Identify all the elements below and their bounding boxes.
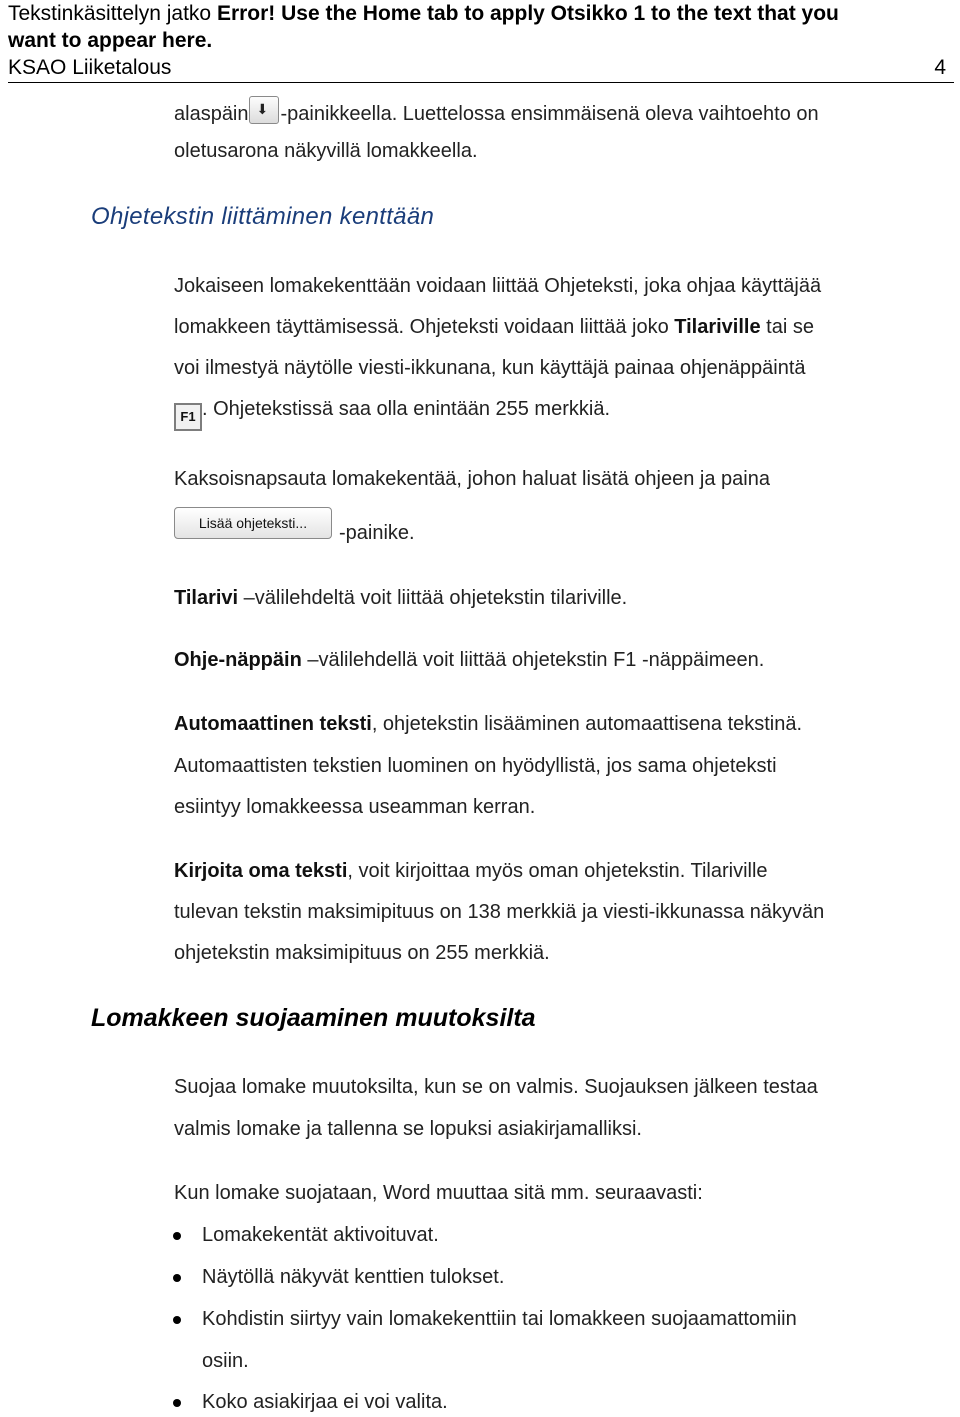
tilarivi-bold: Tilarivi xyxy=(174,587,239,609)
intro-line-1 xyxy=(174,96,819,127)
ohje-line xyxy=(174,647,764,673)
tilariville-bold: Tilariville xyxy=(674,316,761,338)
f1-key-icon: F1 xyxy=(174,403,202,431)
section-heading-ohjeteksti: Ohjetekstin liittäminen kenttään xyxy=(91,203,435,230)
s1-p1-line-2 xyxy=(174,314,814,340)
ohje-nappain-bold: Ohje-näppäin xyxy=(174,649,302,671)
s1-p1-line-1: Jokaiseen lomakekenttään voidaan liittää Ohjeteksti, joka ohjaa käyttäjää xyxy=(174,275,822,297)
bullet-dot xyxy=(173,1232,181,1240)
list-item: Lomakekentät aktivoituvat. xyxy=(202,1224,439,1246)
header-line-3 xyxy=(8,54,946,81)
list-item: Kohdistin siirtyy vain lomakekenttiin tai lomakkeen suojaamattomiin xyxy=(202,1308,797,1330)
add-help-text-button[interactable]: Lisää ohjeteksti... xyxy=(174,507,332,539)
ohje-text: –välilehdellä voit liittää ohjetekstin F1 -näppäimeen. xyxy=(301,649,765,671)
kirjoita-bold: Kirjoita oma teksti xyxy=(174,860,348,882)
kirjoita-line-2: tulevan tekstin maksimipituus on 138 merkkiä ja viesti-ikkunassa näkyvän xyxy=(174,901,825,923)
auto-line-2: Automaattisten tekstien luominen on hyödyllistä, jos sama ohjeteksti xyxy=(174,755,777,777)
auto-line-1 xyxy=(174,711,802,737)
bullet-dot xyxy=(173,1316,181,1324)
header-divider xyxy=(8,82,954,83)
s1-p1-text-b: tai se xyxy=(760,316,814,338)
kirjoita-line-3: ohjetekstin maksimipituus on 255 merkkiä. xyxy=(174,942,550,964)
tilarivi-text: –välilehdeltä voit liittää ohjetekstin tilariville. xyxy=(238,587,628,609)
arrow-down-icon: ⬇ xyxy=(249,96,279,124)
list-item: Näytöllä näkyvät kenttien tulokset. xyxy=(202,1266,505,1288)
auto-line-3: esiintyy lomakkeessa useamman kerran. xyxy=(174,796,536,818)
header-error-text: Error! Use the Home tab to apply Otsikko 1 to the text that you xyxy=(216,2,839,25)
intro-line-2: oletusarona näkyvillä lomakkeella. xyxy=(174,140,478,162)
kirjoita-text: , voit kirjoittaa myös oman ohjetekstin. Tilariville xyxy=(347,860,768,882)
section-heading-suojaaminen: Lomakkeen suojaaminen muutoksilta xyxy=(91,1004,536,1032)
list-item: Koko asiakirjaa ei voi valita. xyxy=(202,1391,448,1413)
s1-p2-line-1: Kaksoisnapsauta lomakekentää, johon haluat lisätä ohjeen ja paina xyxy=(174,468,770,490)
auto-text: , ohjetekstin lisääminen automaattisena tekstinä. xyxy=(371,713,803,735)
s1-p1-text-a: lomakkeen täyttämisessä. Ohjeteksti voidaan liittää joko xyxy=(174,316,675,338)
s2-p2: Kun lomake suojataan, Word muuttaa sitä mm. seuraavasti: xyxy=(174,1182,703,1204)
bullet-dot xyxy=(173,1399,181,1407)
s2-p1-line-2: valmis lomake ja tallenna se lopuksi asiakirjamalliksi. xyxy=(174,1118,642,1140)
s1-p1-line-4 xyxy=(174,396,610,431)
s2-p1-line-1: Suojaa lomake muutoksilta, kun se on valmis. Suojauksen jälkeen testaa xyxy=(174,1076,818,1098)
header-line-1 xyxy=(8,0,839,27)
automaattinen-bold: Automaattinen teksti xyxy=(174,713,372,735)
s1-p2-line-2: -painike. xyxy=(339,522,415,544)
header-error-continued: want to appear here. xyxy=(8,29,213,52)
bullet-dot xyxy=(173,1274,181,1282)
list-item-continuation: osiin. xyxy=(202,1350,249,1372)
header-line-2 xyxy=(8,27,212,54)
s1-p1-text-c: . Ohjetekstissä saa olla enintään 255 merkkiä. xyxy=(202,398,610,420)
intro-text-a: alaspäin xyxy=(174,103,249,125)
header-course: KSAO Liiketalous xyxy=(8,56,172,79)
intro-text-b: -painikkeella. Luettelossa ensimmäisenä oleva vaihtoehto on xyxy=(280,103,819,125)
header-title-prefix: Tekstinkäsittelyn jatko xyxy=(8,2,212,25)
s1-p1-line-3: voi ilmestyä näytölle viesti-ikkunana, kun käyttäjä painaa ohjenäppäintä xyxy=(174,357,806,379)
page-number: 4 xyxy=(934,56,946,79)
kirjoita-line-1 xyxy=(174,858,768,884)
tilarivi-line xyxy=(174,585,627,611)
